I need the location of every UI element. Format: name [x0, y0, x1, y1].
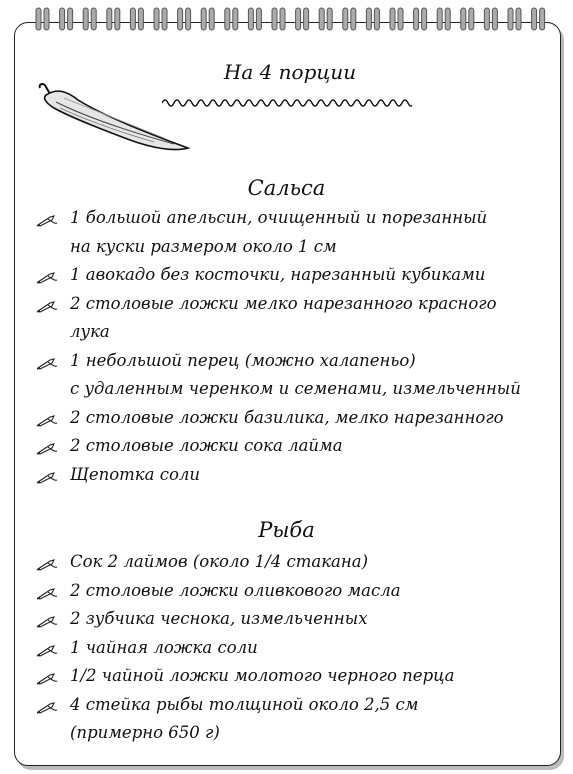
writing-hand-icon: [36, 643, 58, 657]
ingredient-text: 4 стейка рыбы толщиной около 2,5 см: [70, 694, 419, 714]
ingredient-text: 1 чайная ложка соли: [70, 637, 258, 657]
spiral-ring: [508, 8, 521, 30]
decorative-wave: [162, 96, 412, 110]
ingredient-item: [34, 347, 534, 404]
ingredient-text: на куски размером около 1 см: [70, 236, 337, 256]
spiral-ring: [319, 8, 332, 30]
writing-hand-icon: [36, 299, 58, 313]
ingredient-item: [34, 461, 534, 490]
spiral-ring: [36, 8, 49, 30]
salsa-title: Сальса: [247, 176, 326, 200]
spiral-ring: [366, 8, 379, 30]
spiral-ring: [437, 8, 450, 30]
spiral-ring: [60, 8, 73, 30]
spiral-ring: [154, 8, 167, 30]
ingredient-item: [34, 577, 534, 606]
ingredient-text: 2 столовые ложки оливкового масла: [70, 580, 401, 600]
spiral-ring: [296, 8, 309, 30]
writing-hand-icon: [36, 671, 58, 685]
ingredient-item: [34, 204, 534, 261]
ingredient-item: [34, 605, 534, 634]
ingredient-text: 1/2 чайной ложки молотого черного перца: [70, 666, 455, 685]
spiral-ring: [272, 8, 285, 30]
spiral-ring: [225, 8, 238, 30]
servings-title: На 4 порции: [223, 60, 357, 84]
ingredient-item: [34, 634, 534, 663]
salsa-ingredient-list: [34, 204, 534, 489]
spiral-ring: [343, 8, 356, 30]
ingredient-item: [34, 548, 534, 577]
ingredient-item: [34, 404, 534, 433]
writing-hand-icon: [36, 270, 58, 284]
ingredient-text: лука: [70, 322, 110, 341]
ingredient-text: 1 большой апельсин, очищенный и порезанный: [70, 208, 488, 227]
spiral-ring: [107, 8, 120, 30]
spiral-ring: [414, 8, 427, 30]
spiral-ring: [130, 8, 143, 30]
ingredient-item: [34, 691, 534, 748]
writing-hand-icon: [36, 700, 58, 714]
spiral-ring: [83, 8, 96, 30]
spiral-binding-icon: [30, 0, 550, 36]
chili-pepper-icon: [34, 82, 194, 162]
writing-hand-icon: [36, 441, 58, 455]
ingredient-text: с удаленным черенком и семенами, измельченный: [70, 379, 521, 398]
writing-hand-icon: [36, 213, 58, 227]
ingredient-item: [34, 290, 534, 347]
ingredient-text: 2 зубчика чеснока, измельченных: [70, 609, 368, 628]
spiral-ring: [201, 8, 214, 30]
writing-hand-icon: [36, 614, 58, 628]
ingredient-item: [34, 261, 534, 290]
ingredient-text: Сок 2 лаймов (около 1/4 стакана): [70, 552, 369, 571]
ingredient-text: 1 авокадо без косточки, нарезанный кубиками: [70, 265, 486, 284]
ingredient-item: [34, 662, 534, 691]
writing-hand-icon: [36, 413, 58, 427]
fish-title: Рыба: [258, 518, 315, 542]
ingredient-text: 2 столовые ложки мелко нарезанного красного: [70, 293, 497, 313]
writing-hand-icon: [36, 470, 58, 484]
spiral-ring: [390, 8, 403, 30]
spiral-ring: [178, 8, 191, 30]
spiral-ring: [484, 8, 497, 30]
ingredient-text: (примерно 650 г): [70, 723, 220, 742]
ingredient-text: Щепотка соли: [70, 464, 201, 484]
writing-hand-icon: [36, 356, 58, 370]
spiral-ring: [461, 8, 474, 30]
writing-hand-icon: [36, 557, 58, 571]
spiral-ring: [248, 8, 261, 30]
fish-ingredient-list: [34, 548, 534, 748]
ingredient-text: 1 небольшой перец (можно халапеньо): [70, 350, 416, 370]
ingredient-text: 2 столовые ложки базилика, мелко нарезанного: [70, 407, 504, 427]
ingredient-text: 2 столовые ложки сока лайма: [70, 436, 343, 455]
writing-hand-icon: [36, 586, 58, 600]
ingredient-item: [34, 432, 534, 461]
spiral-ring: [532, 8, 545, 30]
